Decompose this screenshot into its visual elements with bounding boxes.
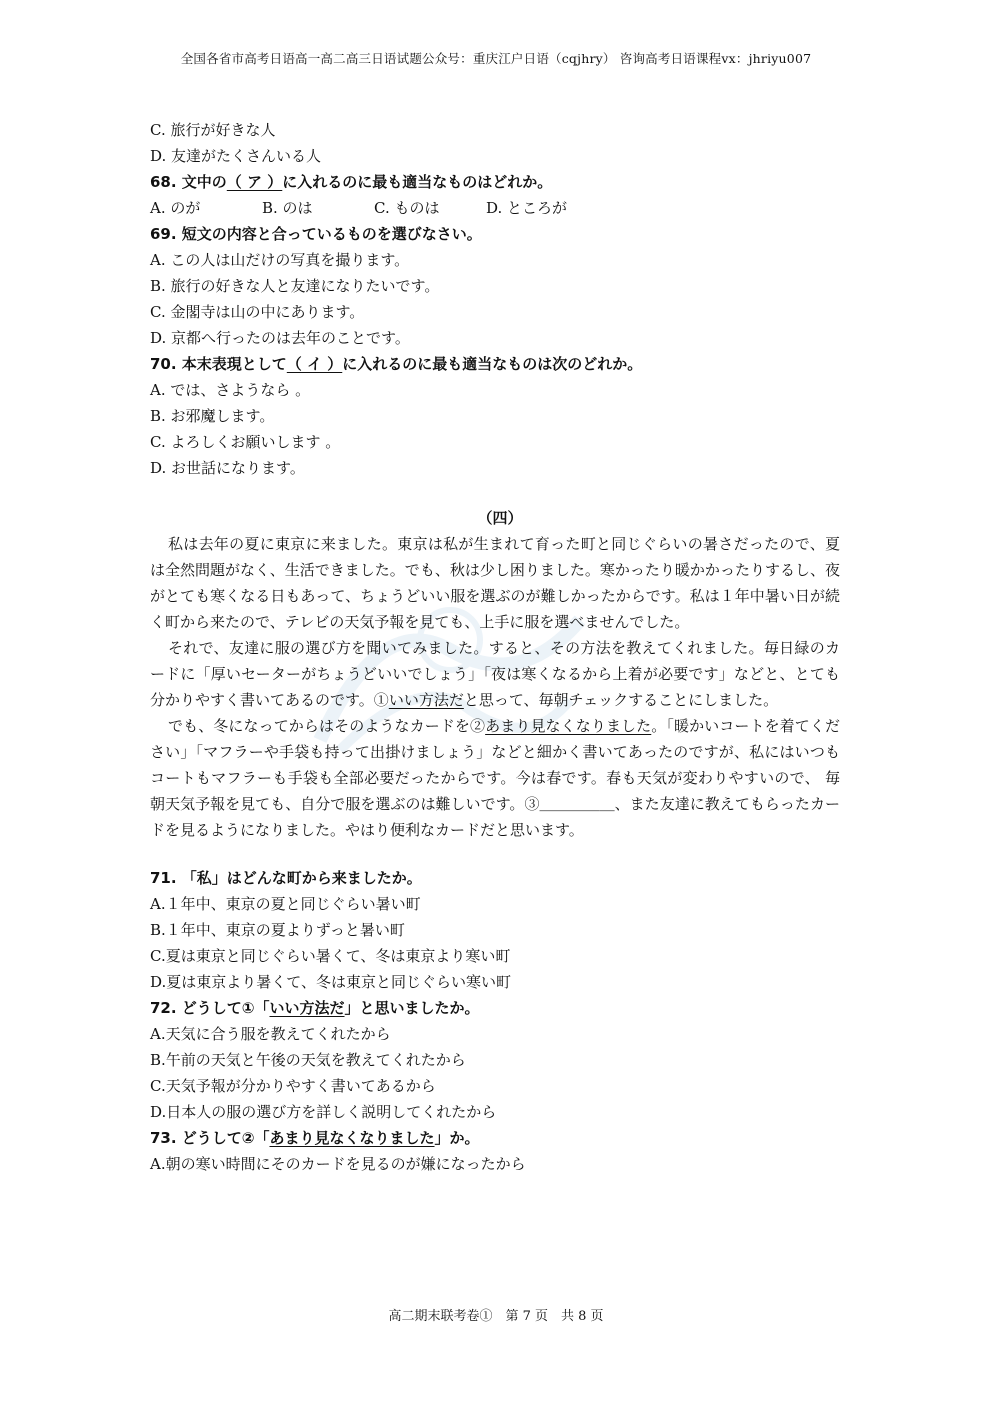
- underline-2: あまり見なくなりました: [485, 717, 652, 735]
- question-71-option-c: C.夏は東京と同じぐらい暑くて、冬は東京より寒い町: [150, 947, 511, 965]
- question-72-underline: いい方法だ: [269, 999, 345, 1017]
- question-70-option-a: A. では、さようなら 。: [150, 381, 311, 399]
- passage-paragraph-3-a: でも、冬になってからはそのようなカードを②: [168, 717, 486, 735]
- question-71-option-d: D.夏は東京より暑くて、冬は東京と同じぐらい寒い町: [150, 973, 511, 991]
- passage-paragraph-2-b: と思って、毎朝チェックすることにしました。: [463, 691, 779, 709]
- question-71: 71. 「私」はどんな町から来ましたか。: [150, 869, 422, 887]
- question-72-option-b: B.午前の天気と午後の天気を教えてくれたから: [150, 1051, 466, 1069]
- question-70-prefix: 70. 本末表現として: [150, 355, 287, 373]
- question-72-option-c: C.天気予報が分かりやすく書いてあるから: [150, 1077, 436, 1095]
- question-72-prefix: 72. どうして①「: [150, 999, 270, 1017]
- page-header: 全国各省市高考日语高一高二高三日语试题公众号：重庆江户日语（cqjhry） 咨询高考日语课程vx：jhriyu007: [180, 51, 812, 66]
- blank-3: ＿＿＿＿＿: [539, 795, 615, 813]
- question-72-option-d: D.日本人の服の選び方を詳しく説明してくれたから: [150, 1103, 497, 1121]
- question-68-option-a: A. のが: [150, 199, 201, 217]
- passage-paragraph-2-a: それで、友達に服の選び方を聞いてみました。すると、その方法を教えてくれました。毎日緑のカードに「厚いセーターがちょうどいいでしょう」「夜は寒くなるから上着が必要です」などと、とても分かりやすく書いてあるのです。①: [150, 639, 840, 709]
- passage-paragraph-1: 私は去年の夏に東京に来ました。東京は私が生まれて育った町と同じぐらいの暑さだったので、夏は全然問題がなく、生活できました。でも、秋は少し困りました。寒かったり暖かかったりするし、夜がとても寒くなる日もあって、ちょうどいい服を選ぶのが難しかったからです。私は１年中暑い日が続く町から来たので、テレビの天気予報を見ても、上手に服を選べませんでした。: [150, 535, 840, 631]
- question-68-suffix: に入れるのに最も適当なものはどれか。: [282, 173, 553, 191]
- question-68-prefix: 68. 文中の: [150, 173, 227, 191]
- passage-paragraph-3-b: 。「暖かいコートを着てください」「マフラーや手袋も持って出掛けましょう」などと細かく書いてあったのですが、私にはいつもコートもマフラーも手袋も全部必要だったからです。今は春です。春も天気が変わりやすいので、 毎朝天気予報を見ても、自分で服を選ぶのは難しいです。③: [150, 717, 840, 813]
- question-70: [150, 351, 850, 377]
- question-72-suffix: 」と思いましたか。: [344, 999, 480, 1017]
- question-71-option-a: A.１年中、東京の夏と同じぐらい暑い町: [150, 895, 421, 913]
- question-72-option-a: A.天気に合う服を教えてくれたから: [150, 1025, 391, 1043]
- question-68-option-d: D. ところが: [486, 199, 568, 217]
- underline-1: いい方法だ: [388, 691, 464, 709]
- question-68: [150, 169, 850, 195]
- question-70-option-c: C. よろしくお願いします 。: [150, 433, 341, 451]
- question-68-blank: （ ア ）: [226, 173, 283, 191]
- exam-content: [150, 117, 850, 1177]
- question-70-suffix: に入れるのに最も適当なものは次のどれか。: [342, 355, 643, 373]
- option-c: C. 旅行が好きな人: [150, 121, 276, 139]
- passage-paragraph-3-c: 、また友達に教えてもらったカードを見るようになりました。やはり便利なカードだと思います。: [150, 795, 840, 839]
- question-73-prefix: 73. どうして②「: [150, 1129, 270, 1147]
- question-69: 69. 短文の内容と合っているものを選びなさい。: [150, 225, 482, 243]
- question-69-option-b: B. 旅行の好きな人と友達になりたいです。: [150, 277, 440, 295]
- question-73-underline: あまり見なくなりました: [269, 1129, 435, 1147]
- question-71-option-b: B.１年中、東京の夏よりずっと暑い町: [150, 921, 405, 939]
- page-footer: 高二期末联考卷① 第 7 页 共 8 页: [388, 1309, 604, 1324]
- question-73-option-a: A.朝の寒い時間にそのカードを見るのが嫌になったから: [150, 1155, 526, 1173]
- passage-paragraph-3: [150, 713, 840, 843]
- question-69-option-d: D. 京都へ行ったのは去年のことです。: [150, 329, 410, 347]
- question-70-option-d: D. お世話になります。: [150, 459, 305, 477]
- question-69-option-c: C. 金閣寺は山の中にあります。: [150, 303, 365, 321]
- question-68-option-b: B. のは: [262, 199, 313, 217]
- question-68-options: [150, 195, 850, 221]
- question-73: [150, 1125, 850, 1151]
- question-73-suffix: 」か。: [434, 1129, 480, 1147]
- question-68-option-c: C. ものは: [374, 199, 440, 217]
- question-70-option-b: B. お邪魔します。: [150, 407, 275, 425]
- question-69-option-a: A. この人は山だけの写真を撮ります。: [150, 251, 410, 269]
- passage-paragraph-2: [150, 635, 840, 713]
- question-70-blank: （ イ ）: [286, 355, 343, 373]
- section-4-title: （四）: [477, 509, 523, 527]
- question-72: [150, 995, 850, 1021]
- option-d: D. 友達がたくさんいる人: [150, 147, 322, 165]
